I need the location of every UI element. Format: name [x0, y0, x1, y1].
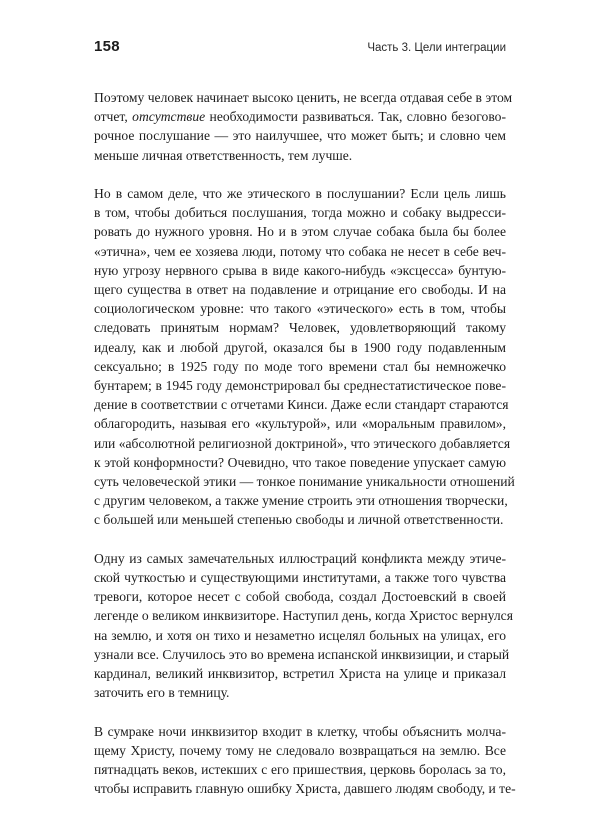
text-line: ную угрозу нервного срыва в виде какого-нибудь «эксцесса» бунтую-: [94, 262, 506, 278]
text-line: или «абсолютной религиозной доктриной», что этического добавляется: [94, 435, 511, 451]
running-head: Часть 3. Цели интеграции: [367, 42, 506, 54]
text-line: щего существа в ответ на подавление и отрицание его свободы. И на: [94, 282, 506, 298]
text-line: чтобы исправить главную ошибку Христа, давшего людям свободу, и те-: [94, 781, 516, 797]
text-line: пятнадцать веков, истекших с его пришествия, церковь боролась за то,: [94, 762, 506, 778]
text-line: бунтарем; в 1945 году демонстрировал бы среднестатистическое пове-: [94, 378, 506, 394]
text-line: легенде о великом инквизиторе. Наступил день, когда Христос вернулся: [94, 608, 513, 624]
page-number: 158: [94, 38, 120, 55]
text-line: рочное послушание — это наилучшее, что может быть; и словно чем: [94, 128, 506, 144]
text-line: узнали все. Случилось это во времена испанской инквизиции, и старый: [94, 646, 510, 662]
emphasized-word: отсутствие: [132, 109, 206, 125]
text-line: облагородить, называя его «культурой», или «моральным правилом»,: [94, 416, 506, 432]
text-line: щему Христу, почему тому не следовало возвращаться на землю. Все: [94, 742, 506, 758]
text-line: суть человеческой этики — тонкое понимание уникальности отношений: [94, 474, 515, 490]
text-line: с большей или меньшей степенью свободы и личной ответственности.: [94, 512, 504, 528]
text-line: идеалу, как и любой другой, оказался бы в 1900 году подавленным: [94, 339, 506, 355]
page-header: [94, 38, 506, 55]
text-line: тревоги, которое несет с собой свобода, создал Достоевский в своей: [94, 589, 506, 605]
text-line: кардинал, великий инквизитор, встретил Христа на улице и приказал: [94, 666, 506, 682]
paragraph: [94, 88, 513, 165]
text-line: Одну из самых замечательных иллюстраций конфликта между этиче-: [94, 550, 506, 566]
text-line: с другим человеком, а также умение строить эти отношения творчески,: [94, 493, 508, 509]
text-line: ской чуткостью и существующими институтами, а также того чувства: [94, 570, 506, 586]
paragraph: [94, 184, 515, 530]
text-line: Но в самом деле, что же этического в послушании? Если цель лишь: [94, 186, 506, 201]
page-body: [94, 88, 516, 818]
text-line: на землю, и хотя он тихо и незаметно исцелял больных на улицах, его: [94, 627, 506, 643]
text-line: В сумраке ночи инквизитор входит в клетку, чтобы объяснить молча-: [94, 723, 506, 739]
text-line: заточить его в темницу.: [94, 685, 230, 701]
text-line: дение в соответствии с отчетами Кинси. Даже если стандарт стараются: [94, 397, 509, 413]
text-line: следовать принятым нормам? Человек, удовлетворяющий такому: [94, 320, 506, 336]
text-line: Поэтому человек начинает высоко ценить, не всегда отдавая себе в этом: [94, 90, 513, 105]
paragraph: [94, 722, 516, 799]
text-line: к этой конформности? Очевидно, что такое поведение упускает самую: [94, 454, 506, 470]
text-line: отчет, отсутствие необходимости развиваться. Так, словно безогово-: [94, 109, 506, 125]
text-line: в том, чтобы добиться послушания, тогда можно и собаку выдресси-: [94, 205, 506, 221]
text-line: ровать до нужного уровня. Но и в этом случае собака была бы более: [94, 224, 506, 240]
paragraph: [94, 549, 513, 703]
text-line: сексуально; в 1925 году по моде того времени стал бы немножечко: [94, 358, 506, 374]
text-line: «этична», чем ее хозяева люди, потому что собака не несет в себе веч-: [94, 243, 506, 259]
text-line: социологическом уровне: что такого «этического» есть в том, чтобы: [94, 301, 506, 317]
text-line: меньше личная ответственность, тем лучше.: [94, 147, 353, 163]
